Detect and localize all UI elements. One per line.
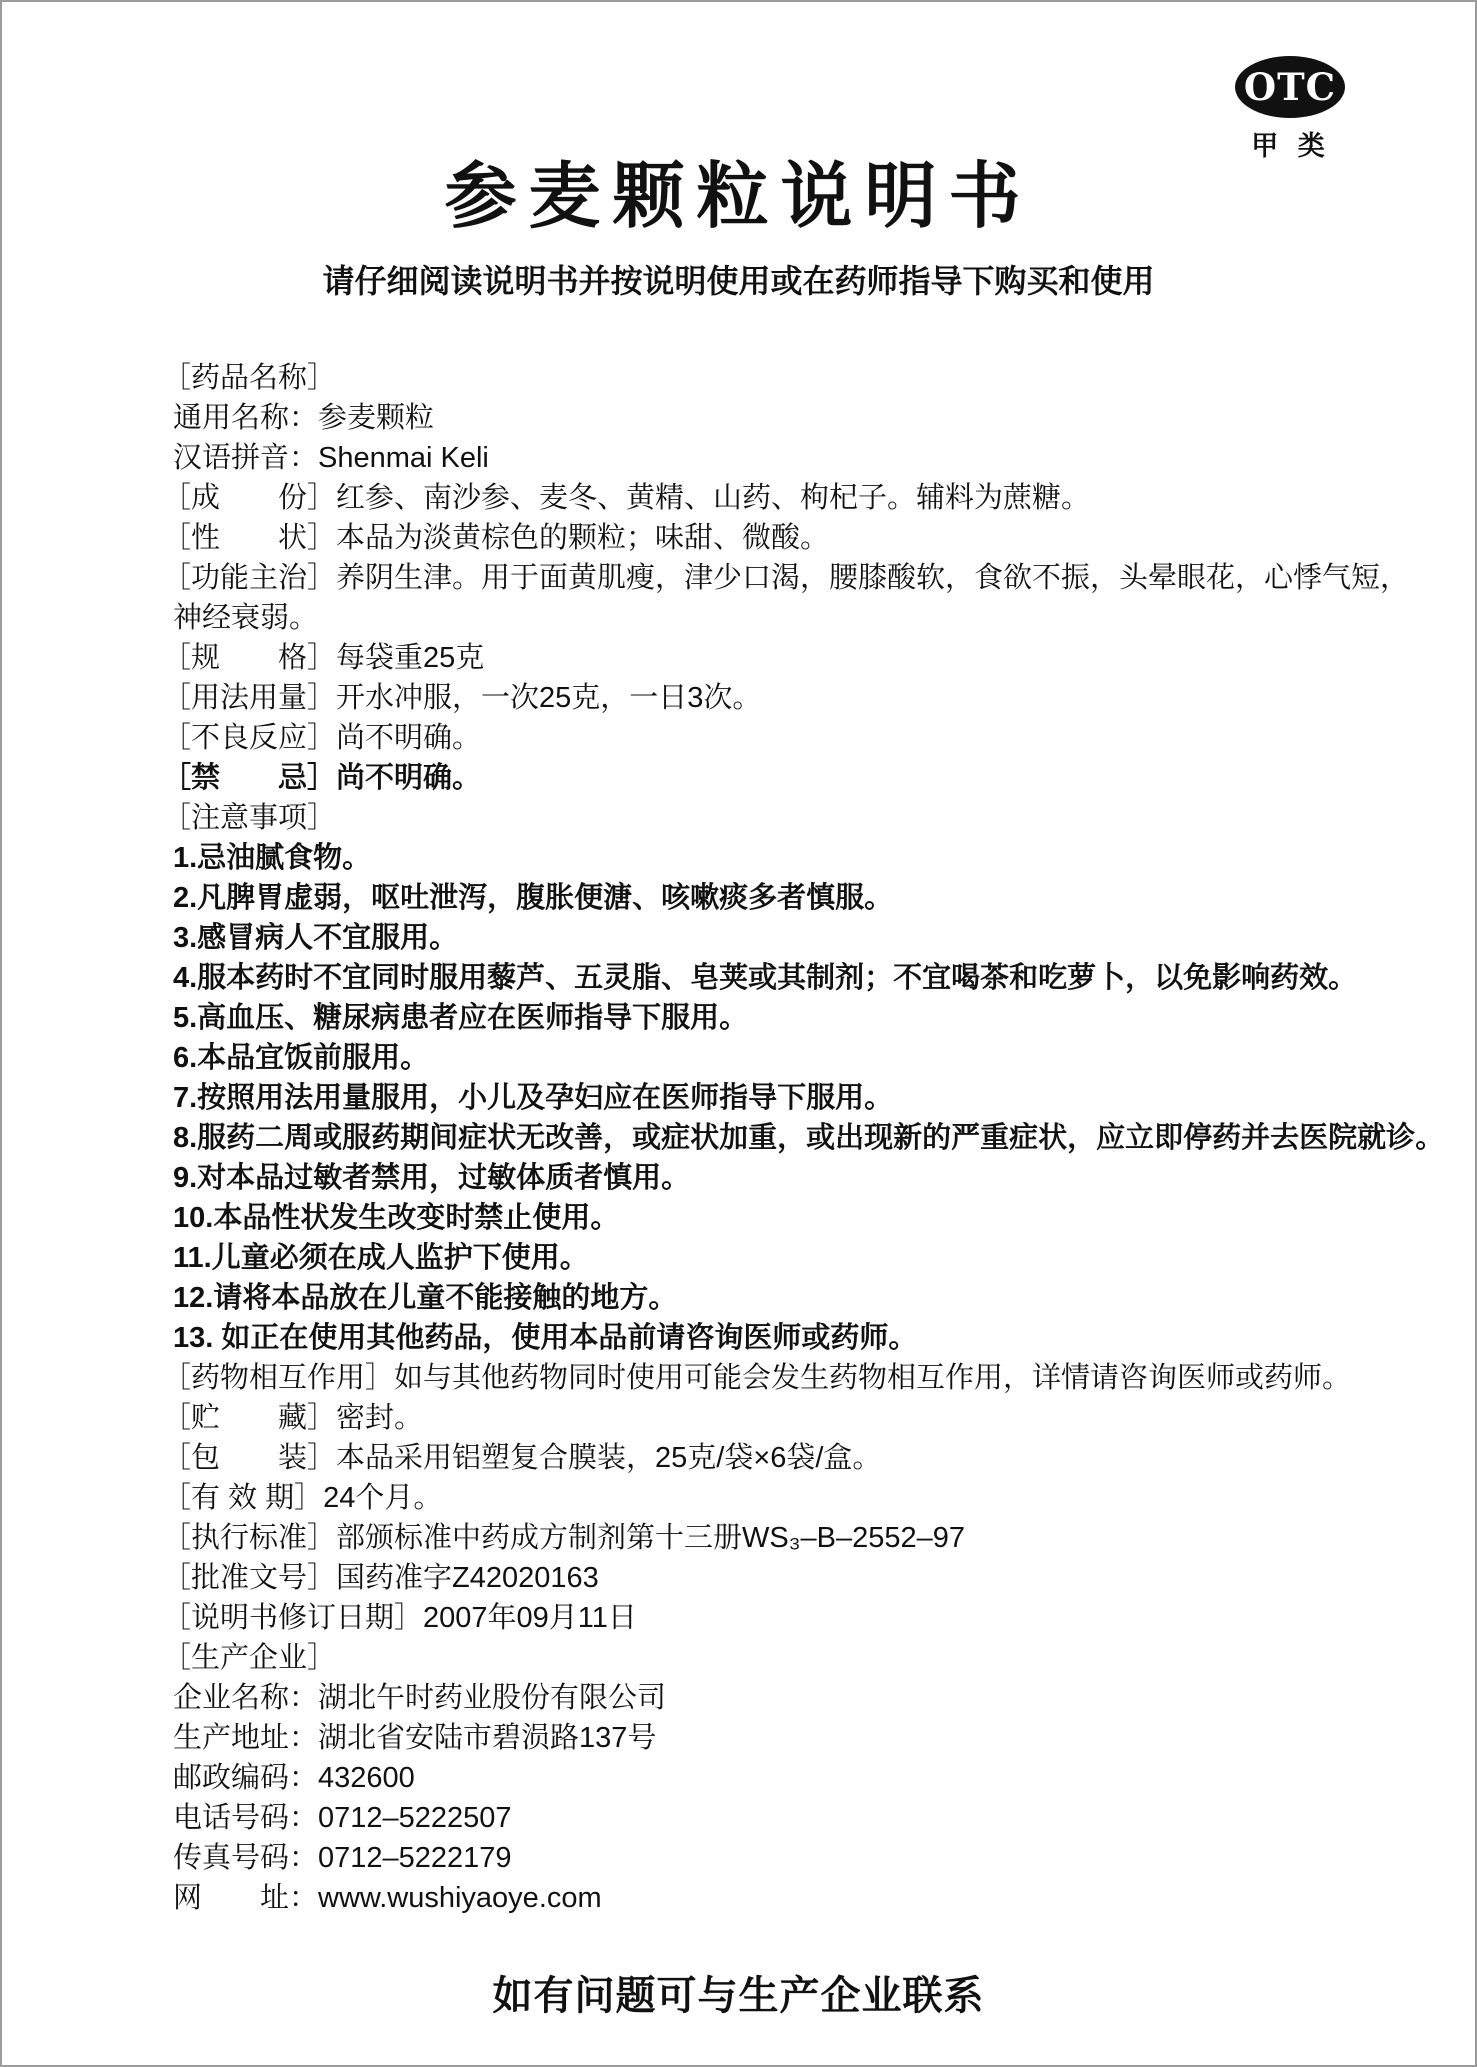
line-generic-name: 通用名称：参麦颗粒: [173, 402, 435, 434]
line-phone-number: 电话号码：0712–5222507: [173, 1802, 512, 1834]
line-approval-number: ［批准文号］国药准字Z42020163: [162, 1562, 599, 1594]
line-revision-date: ［说明书修订日期］2007年09月11日: [162, 1602, 637, 1634]
line-storage: ［贮 藏］密封。: [162, 1402, 424, 1434]
footer-contact-note: 如有问题可与生产企业联系: [492, 1974, 985, 2018]
precaution-item-8: 8.服药二周或服药期间症状无改善，或症状加重，或出现新的严重症状，应立即停药并去医院就诊。: [173, 1122, 1445, 1154]
line-adverse-reactions: ［不良反应］尚不明确。: [162, 722, 482, 754]
line-precautions-label: ［注意事项］: [162, 802, 337, 834]
line-website: 网 址：www.wushiyaoye.com: [173, 1882, 602, 1914]
precaution-item-3: 3.感冒病人不宜服用。: [173, 922, 459, 954]
line-fax-number: 传真号码：0712–5222179: [173, 1842, 512, 1874]
leaflet-body: [2, 358, 1475, 1918]
precaution-item-13: 13. 如正在使用其他药品，使用本品前请咨询医师或药师。: [173, 1322, 918, 1354]
line-company-address: 生产地址：湖北省安陆市碧涢路137号: [173, 1722, 657, 1754]
line-functions-continued: 神经衰弱。: [173, 602, 319, 634]
precaution-item-2: 2.凡脾胃虚弱，呕吐泄泻，腹胀便溏、咳嗽痰多者慎服。: [173, 882, 894, 914]
line-drug-interactions: ［药物相互作用］如与其他药物同时使用可能会发生药物相互作用，详情请咨询医师或药师。: [162, 1362, 1352, 1394]
line-pinyin: 汉语拼音：Shenmai Keli: [173, 442, 489, 474]
precaution-item-12: 12.请将本品放在儿童不能接触的地方。: [173, 1282, 678, 1314]
line-drug-name-label: ［药品名称］: [162, 362, 337, 394]
line-contraindications: ［禁 忌］尚不明确。: [162, 762, 482, 794]
page-title: 参麦颗粒说明书: [444, 157, 1033, 237]
page-subtitle: 请仔细阅读说明书并按说明使用或在药师指导下购买和使用: [322, 263, 1155, 299]
otc-logo-icon: [1235, 56, 1345, 118]
otc-category-label: 甲 类: [1251, 131, 1331, 161]
precaution-item-4: 4.服本药时不宜同时服用藜芦、五灵脂、皂荚或其制剂；不宜喝茶和吃萝卜，以免影响药效。: [173, 962, 1358, 994]
otc-logo-text: OTC: [1243, 64, 1337, 109]
precaution-item-6: 6.本品宜饭前服用。: [173, 1042, 430, 1074]
line-ingredients: ［成 份］红参、南沙参、麦冬、黄精、山药、枸杞子。辅料为蔗糖。: [162, 482, 1091, 514]
otc-badge: [1235, 56, 1347, 163]
line-description: ［性 状］本品为淡黄棕色的颗粒；味甜、微酸。: [162, 522, 830, 554]
precaution-item-7: 7.按照用法用量服用，小儿及孕妇应在医师指导下服用。: [173, 1082, 894, 1114]
line-functions: ［功能主治］养阴生津。用于面黄肌瘦，津少口渴，腰膝酸软，食欲不振，头晕眼花，心悸气短，: [162, 562, 1410, 594]
precaution-item-11: 11.儿童必须在成人监护下使用。: [173, 1242, 589, 1274]
precaution-item-1: 1.忌油腻食物。: [173, 842, 372, 874]
line-company-name: 企业名称：湖北午时药业股份有限公司: [173, 1682, 667, 1714]
line-specification: ［规 格］每袋重25克: [162, 642, 485, 674]
line-validity-period: ［有 效 期］24个月。: [162, 1482, 443, 1514]
line-usage-dosage: ［用法用量］开水冲服，一次25克，一日3次。: [162, 682, 762, 714]
precaution-item-10: 10.本品性状发生改变时禁止使用。: [173, 1202, 620, 1234]
line-postal-code: 邮政编码：432600: [173, 1762, 415, 1794]
line-manufacturer-label: ［生产企业］: [162, 1642, 337, 1674]
line-packaging: ［包 装］本品采用铝塑复合膜装，25克/袋×6袋/盒。: [162, 1442, 882, 1474]
precaution-item-9: 9.对本品过敏者禁用，过敏体质者慎用。: [173, 1162, 691, 1194]
precaution-item-5: 5.高血压、糖尿病患者应在医师指导下服用。: [173, 1002, 749, 1034]
line-execution-standard: ［执行标准］部颁标准中药成方制剂第十三册WS₃–B–2552–97: [162, 1522, 966, 1554]
